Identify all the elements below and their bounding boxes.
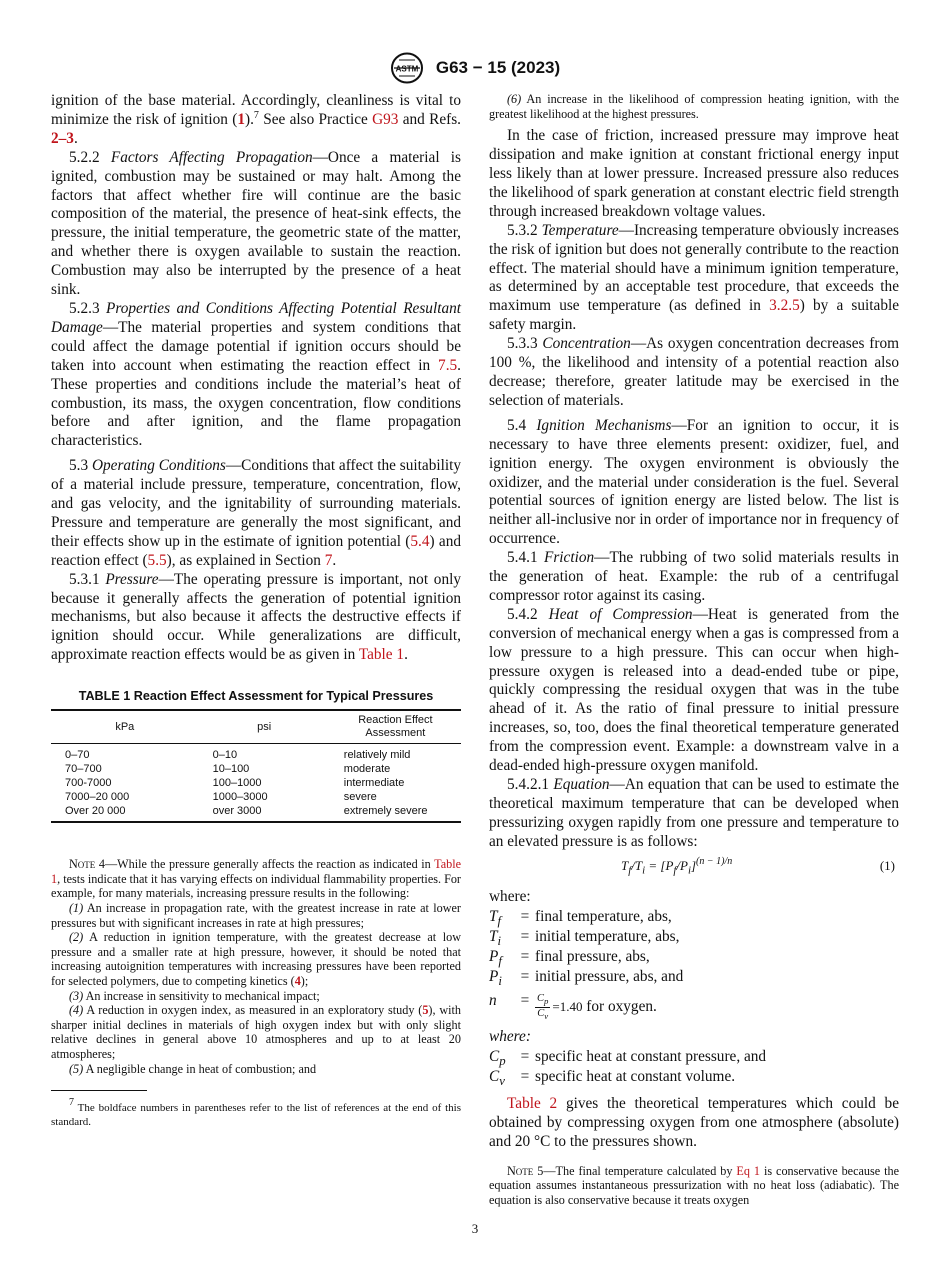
section-5-3-1: 5.3.1 Pressure—The operating pressure is important, not only because it generally affects the generation of potential ignition mechanisms, but also because it affects the destructive effects if ignition should occur. While generalizations are difficult, approximate reaction effects would be as given in Table 1.: [51, 570, 461, 664]
equation-number: (1): [879, 857, 895, 873]
note-4-item-3: (3) An increase in sensitivity to mechanical impact;: [69, 988, 320, 1003]
ref-link-5[interactable]: 5: [422, 1003, 429, 1018]
table-cell: Over 20 000: [65, 805, 126, 818]
note-4-item-1: (1) An increase in propagation rate, with the greatest increase in rate at lower pressures but with significant increases in rate at high pressures;: [51, 900, 461, 930]
table-cell: over 3000: [212, 805, 262, 818]
left-column: [51, 92, 461, 1129]
table-cell: relatively mild: [343, 749, 411, 762]
table-cell: intermediate: [343, 777, 405, 790]
table-row: [51, 776, 461, 790]
section-5-4-2: 5.4.2 Heat of Compression—Heat is generated from the conversion of mechanical energy when a gas is compressed from a low pressure to a high pressure. This can occur when high-pressure oxygen is released into a dead-ended tube or pipe, quickly compressing the residual oxygen that was in the tube ahead of it. As the ratio of final pressure to initial pressure increases, so, too, does the final theoretical temperature generated from the compression event. Example: a downstream valve in a dead-ended high-pressure oxygen manifold.: [489, 605, 899, 775]
variable-item: $P_f$ = final pressure, abs,: [489, 947, 650, 968]
ref-link-2-3[interactable]: 2–3: [51, 129, 74, 147]
table-header-row: [51, 710, 461, 744]
table-cell: 0–10: [212, 749, 238, 762]
table-cell: 0–70: [65, 749, 90, 762]
right-column: [489, 92, 899, 1207]
where-label: where:: [489, 1027, 531, 1045]
note-4-item-5: (5) A negligible change in heat of combustion; and: [69, 1061, 317, 1076]
svg-text:ASTM: ASTM: [395, 64, 419, 74]
ref-link-table-1[interactable]: Table 1: [51, 857, 462, 886]
ref-link-1[interactable]: 1: [237, 110, 245, 128]
ref-link-table-1[interactable]: Table 1: [358, 646, 405, 664]
table-cell: severe: [343, 791, 377, 804]
table-cell: moderate: [343, 763, 391, 776]
variable-item: $T_f$ = final temperature, abs,: [489, 907, 672, 928]
variable-item: $C_v$ = specific heat at constant volume.: [489, 1067, 736, 1088]
table-cell: 70–700: [65, 763, 102, 776]
section-5-2-3: 5.2.3 Properties and Conditions Affecting Potential Resultant Damage—The material properties and system conditions that could affect the damage potential if ignition occurs should be taken into account when estimating the reaction effect in 7.5. These properties and conditions include the material’s heat of combustion, its mass, the oxygen concentration, flow conditions before and after ignition, and the flame propagation characteristics.: [51, 299, 461, 450]
ref-link-eq-1[interactable]: Eq 1: [736, 1163, 760, 1178]
variable-item: $T_i$ = initial temperature, abs,: [489, 927, 680, 948]
section-5-3: 5.3 Operating Conditions—Conditions that affect the suitability of a material include pressure, temperature, concentration, flow, and gas velocity, and the ignitability of surrounding materials. Pressure and temperature are generally the most significant, and their effects show up in the estimate of ignition potential (5.4) and reaction effect (5.5), as explained in Section 7.: [51, 457, 461, 569]
document-designation: G63 − 15 (2023): [435, 58, 561, 77]
table-cell: 1000–3000: [212, 791, 268, 804]
table-row: [51, 744, 461, 763]
ref-link-5-4[interactable]: 5.4: [410, 532, 430, 550]
variable-item: $C_p$ = specific heat at constant pressure, and: [489, 1047, 767, 1068]
variable-list: [489, 909, 899, 1022]
section-5-3-2: 5.3.2 Temperature—Increasing temperature obviously increases the risk of ignition but does not generally contribute to the reaction effect. The material should have a minimum ignition temperature, as determined by an acceptable test procedure, that exceeds the maximum use temperature (as defined in 3.2.5) by a suitable safety margin.: [489, 221, 900, 334]
section-5-4-2-1: 5.4.2.1 Equation—An equation that can be used to estimate the theoretical maximum temperature that can be developed when pressurizing oxygen rapidly from one pressure and temperature to an elevated pressure is as follows:: [489, 776, 899, 850]
cp-cv-fraction: $\frac{C_p}{C_v}$: [537, 992, 549, 1021]
table-header-kpa: kPa: [115, 720, 135, 733]
table-2-paragraph: Table 2 gives the theoretical temperatures which could be obtained by compressing oxygen from one atmosphere (absolute) and 20 °C to the pressures shown.: [489, 1094, 899, 1150]
table-cell: 7000–20 000: [65, 791, 130, 804]
ref-link-4[interactable]: 4: [294, 973, 301, 988]
section-5-4: 5.4 Ignition Mechanisms—For an ignition to occur, it is necessary to have three elements present: oxidizer, fuel, and ignition energy. The oxygen environment is obviously the oxidizer, and the material under consideration is the fuel. Several potential sources of ignition energy are listed below. The list is neither all-inclusive nor in order of importance nor in frequency of occurrence.: [489, 416, 899, 548]
where-label: where:: [489, 887, 531, 905]
table-header-assessment: Reaction Effect Assessment: [358, 714, 433, 740]
note-4-item-4: (4) A reduction in oxygen index, as measured in an exploratory study (5), with sharper initial declines in materials of high oxygen index but with only slight relative declines in general above 10 atmospheres and up to at least 20 atmospheres;: [51, 1003, 461, 1061]
note-4-item-6: (6) An increase in the likelihood of compression heating ignition, with the greatest likelihood at the highest pressures.: [489, 92, 899, 121]
note-5: Note 5—The final temperature calculated by Eq 1 is conservative because the equation assumes instantaneous pressurization with no heat loss (adiabatic). The equation is also conservative because it treats oxygen: [489, 1163, 899, 1207]
page-number: 3: [471, 1221, 479, 1236]
footnote-7: $^7$ The boldface numbers in parentheses refer to the list of references at the end of this standard.: [51, 1097, 461, 1129]
footnote-divider: [51, 1090, 147, 1091]
equation-1: [489, 856, 899, 882]
footnote-marker: 7: [253, 109, 259, 121]
table-row: [51, 790, 461, 804]
table-1: [51, 709, 461, 823]
table-row: [51, 762, 461, 776]
ref-link-section-7[interactable]: 7: [324, 551, 333, 569]
ref-link-g93[interactable]: G93: [372, 110, 399, 128]
table-cell: extremely severe: [343, 805, 428, 818]
table-cell: 100–1000: [212, 777, 262, 790]
ref-link-7-5[interactable]: 7.5: [438, 356, 458, 374]
variable-item: n = $\frac{C_p}{C_v}$ =1.40 for oxygen.: [489, 991, 657, 1021]
astm-logo-icon: [390, 52, 424, 84]
ref-link-5-5[interactable]: 5.5: [147, 551, 167, 569]
table-1-title: TABLE 1 Reaction Effect Assessment for Typical Pressures: [78, 689, 434, 704]
section-5-2-2: 5.2.2 Factors Affecting Propagation—Once a material is ignited, combustion may be sustained or may halt. Among the factors that affect whether fire will continue are the basic composition of the material, the presence of heat-sink effects, the pressure, the initial temperature, the geometric state of the matter, and whether there is oxygen available to sustain the reaction. Combustion may also be interrupted by the presence of a heat sink.: [51, 148, 462, 299]
note-4: Note 4—While the pressure generally affects the reaction as indicated in Table 1, tests indicate that it has varying effects on individual flammability properties. For example, for many materials, increasing pressure results in the following:: [51, 857, 462, 901]
table-cell: 700-7000: [65, 777, 112, 790]
table-row: [51, 804, 461, 822]
section-5-3-3: 5.3.3 Concentration—As oxygen concentration decreases from 100 %, the likelihood and intensity of a potential reaction also decrease; therefore, greater latitude may be exercised in the selection of materials.: [489, 335, 899, 409]
variable-list: [489, 1049, 899, 1089]
section-5-4-1: 5.4.1 Friction—The rubbing of two solid materials results in the generation of heat. Example: the rub of a centrifugal compressor rotor against its casing.: [489, 549, 899, 604]
paragraph-cleanliness: ignition of the base material. Accordingly, cleanliness is vital to minimize the risk of ignition (1).$^7$ See also Practice G93 and Refs. 2–3.: [51, 92, 461, 147]
friction-paragraph: In the case of friction, increased pressure may improve heat dissipation and make ignition at constant frictional energy input less likely than at lower pressure. Increased pressure also reduces the likelihood of spark generation at constant electric field strength through increased breakdown voltage values.: [489, 127, 899, 220]
table-header-psi: psi: [257, 720, 272, 733]
page-header: [0, 52, 950, 86]
ref-link-table-2[interactable]: Table 2: [507, 1094, 558, 1112]
ref-link-3-2-5[interactable]: 3.2.5: [769, 297, 800, 315]
equation-formula: $T_f/T_i = [P_f/P_i]^{(n - 1)/n}$: [621, 855, 733, 877]
note-4-item-2: (2) A reduction in ignition temperature, with the greatest decrease at low pressure and a smaller rate at high pressure, however, it should be noted that increasing autoignition temperatures with increasing pressures have been reported for selected polymers, due to competing kinetics (4);: [51, 930, 461, 988]
table-cell: 10–100: [212, 763, 250, 776]
variable-item: $P_i$ = initial pressure, abs, and: [489, 967, 684, 988]
